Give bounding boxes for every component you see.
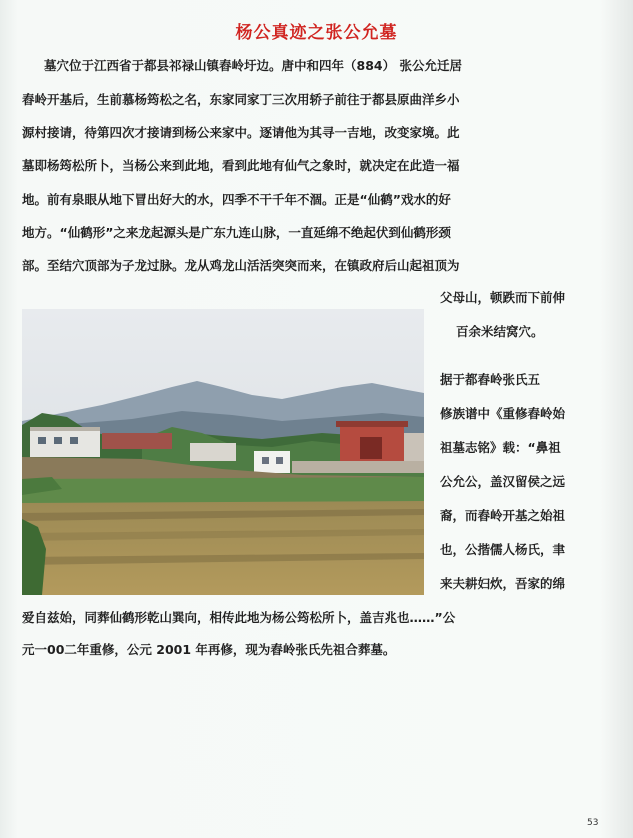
body-line: 元一00二年重修，公元 2001 年再修，现为舂岭张氏先祖合葬墓。: [22, 642, 396, 657]
body-line: 墓穴位于江西省于都县祁禄山镇舂岭圩边。唐中和四年（884） 张公允迁居: [44, 58, 462, 73]
tomb-site-photo: [22, 309, 424, 595]
body-line: 爱自兹始，同葬仙鹤形乾山巽向，相传此地为杨公筠松所卜，盖吉兆也……”公: [22, 610, 456, 625]
body-line: 裔，而舂岭开基之始祖: [440, 508, 566, 523]
body-line: 据于都舂岭张氏五: [440, 372, 541, 387]
body-line: 也，公揩儒人杨氏，聿: [440, 542, 566, 557]
body-line: 祖墓志铭》载：“鼻祖: [440, 440, 561, 455]
body-line: 部。至结穴顶部为子龙过脉。龙从鸡龙山活活突突而来，在镇政府后山起祖顶为: [22, 258, 460, 273]
body-line: 修族谱中《重修舂岭始: [440, 406, 566, 421]
body-line: 公允公，盖汉留侯之远: [440, 474, 566, 489]
body-line: 墓即杨筠松所卜，当杨公来到此地，看到此地有仙气之象时，就决定在此造一福: [22, 158, 460, 173]
body-line: 父母山，顿跌而下前伸: [440, 290, 566, 305]
body-line: 地。前有泉眼从地下冒出好大的水，四季不干千年不涸。正是“仙鹤”戏水的好: [22, 192, 451, 207]
body-line: 源村接请，待第四次才接请到杨公来家中。逐请他为其寻一吉地，改变家境。此: [22, 125, 460, 140]
body-line: 舂岭开基后，生前慕杨筠松之名，东家同家丁三次用轿子前往于都县原曲洋乡小: [22, 92, 460, 107]
body-line: 来夫耕妇炊，吾家的绵: [440, 576, 566, 591]
body-line: 地方。“仙鹤形”之来龙起源头是广东九连山脉，一直延绵不绝起伏到仙鹤形颈: [22, 225, 451, 240]
body-line: 百余米结窝穴。: [456, 324, 544, 339]
page-title: 杨公真迹之张公允墓: [235, 23, 398, 43]
page-number: 53: [587, 818, 599, 828]
